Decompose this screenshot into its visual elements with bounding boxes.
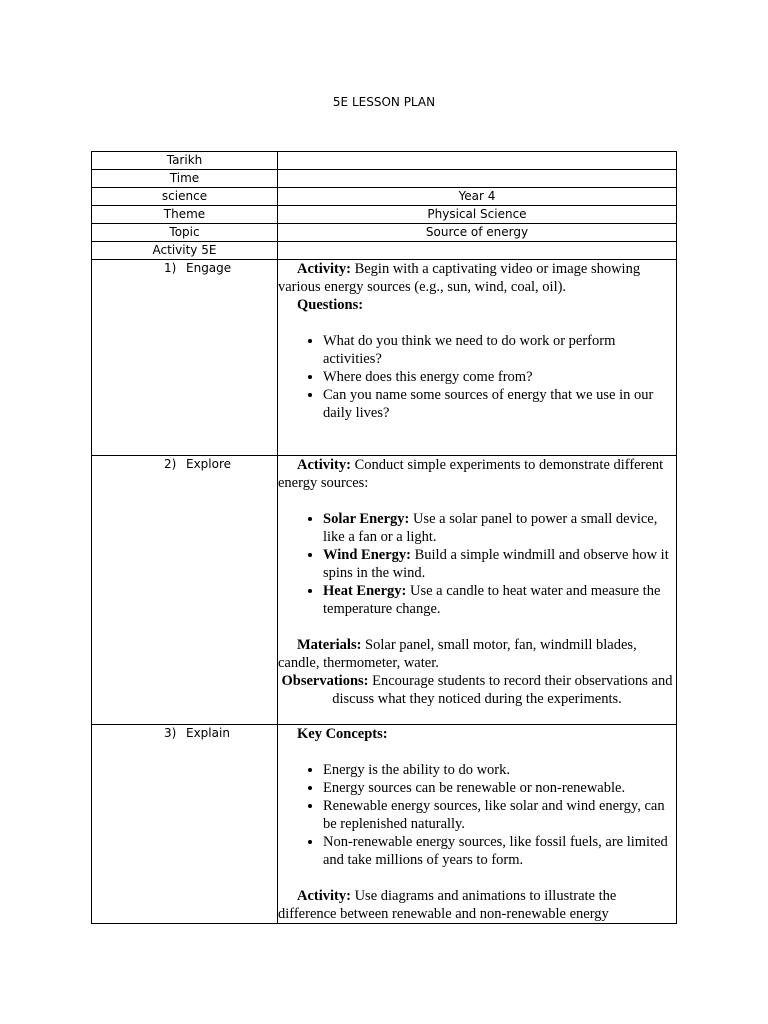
row-label-topic: Topic — [92, 224, 278, 242]
table-row-explore — [92, 456, 677, 725]
activity-text: Begin with a captivating video or image showing various energy sources (e.g., sun, wind, coal, oil). — [278, 261, 641, 295]
explore-content — [278, 456, 677, 725]
list-item: • Energy is the ability to do work. — [323, 761, 676, 779]
stage-label-engage — [92, 260, 278, 456]
explore-materials — [278, 636, 676, 672]
row-value-subject: Year 4 — [278, 188, 677, 206]
item-label: Heat Energy: — [323, 583, 407, 599]
row-value-time — [278, 170, 677, 188]
engage-content — [278, 260, 677, 456]
table-row — [92, 224, 677, 242]
observations-text: Encourage students to record their observations and discuss what they noticed during the experiments. — [332, 673, 673, 707]
stage-label-explain — [92, 725, 278, 924]
stage-name: Explain — [186, 726, 230, 740]
observations-label: Observations: — [281, 673, 369, 689]
item-text: Use a candle to heat water and measure the temperature change. — [323, 583, 661, 617]
list-item: • Non-renewable energy sources, like fossil fuels, are limited and take millions of years to form. — [323, 833, 676, 869]
explain-key-heading — [278, 725, 676, 743]
engage-questions-list — [278, 332, 676, 422]
list-item: • What do you think we need to do work or perform activities? — [323, 332, 676, 368]
lesson-plan-table — [91, 151, 677, 924]
list-item — [323, 546, 676, 582]
stage-number: 2) — [164, 457, 177, 471]
activity-label: Activity: — [297, 261, 351, 277]
list-item — [323, 582, 676, 618]
document-title: 5E LESSON PLAN — [332, 95, 436, 109]
activity-label: Activity: — [297, 888, 351, 904]
explain-concepts-list — [278, 761, 676, 869]
explore-activity — [278, 456, 676, 492]
activity-text: Use diagrams and animations to illustrate the difference between renewable and non-renewable energy — [278, 888, 617, 922]
stage-number: 3) — [164, 726, 177, 740]
explore-observations — [278, 672, 676, 708]
stage-label-explore — [92, 456, 278, 725]
row-value-topic: Source of energy — [278, 224, 677, 242]
row-label-subject: science — [92, 188, 278, 206]
item-label: Wind Energy: — [323, 547, 411, 563]
table-row — [92, 152, 677, 170]
table-row-engage — [92, 260, 677, 456]
activity-label: Activity: — [297, 457, 351, 473]
row-label-date: Tarikh — [92, 152, 278, 170]
table-row — [92, 242, 677, 260]
table-row — [92, 188, 677, 206]
row-value-theme: Physical Science — [278, 206, 677, 224]
table-row — [92, 206, 677, 224]
row-value-date — [278, 152, 677, 170]
list-item: • Where does this energy come from? — [323, 368, 676, 386]
engage-questions-heading — [278, 296, 676, 314]
stage-name: Engage — [186, 261, 232, 275]
stage-number: 1) — [164, 261, 177, 275]
list-item: • Can you name some sources of energy that we use in our daily lives? — [323, 386, 676, 422]
row-label-theme: Theme — [92, 206, 278, 224]
item-text: Use a solar panel to power a small device, like a fan or a light. — [323, 511, 658, 545]
engage-activity — [278, 260, 676, 296]
row-value-activity — [278, 242, 677, 260]
stage-name: Explore — [186, 457, 232, 471]
questions-label: Questions: — [297, 297, 364, 313]
item-label: Solar Energy: — [323, 511, 410, 527]
activity-text: Conduct simple experiments to demonstrate different energy sources: — [278, 457, 664, 491]
row-label-activity: Activity 5E — [92, 242, 278, 260]
key-concepts-label: Key Concepts: — [297, 726, 388, 742]
list-item: • Energy sources can be renewable or non-renewable. — [323, 779, 676, 797]
table-row — [92, 170, 677, 188]
materials-label: Materials: — [297, 637, 362, 653]
table-row-explain — [92, 725, 677, 924]
list-item: • Renewable energy sources, like solar and wind energy, can be replenished naturally. — [323, 797, 676, 833]
list-item — [323, 510, 676, 546]
row-label-time: Time — [92, 170, 278, 188]
explain-content — [278, 725, 677, 924]
explore-experiments-list — [278, 510, 676, 618]
materials-text: Solar panel, small motor, fan, windmill blades, candle, thermometer, water. — [278, 637, 637, 671]
item-text: Build a simple windmill and observe how it spins in the wind. — [323, 547, 669, 581]
explain-activity — [278, 887, 676, 923]
